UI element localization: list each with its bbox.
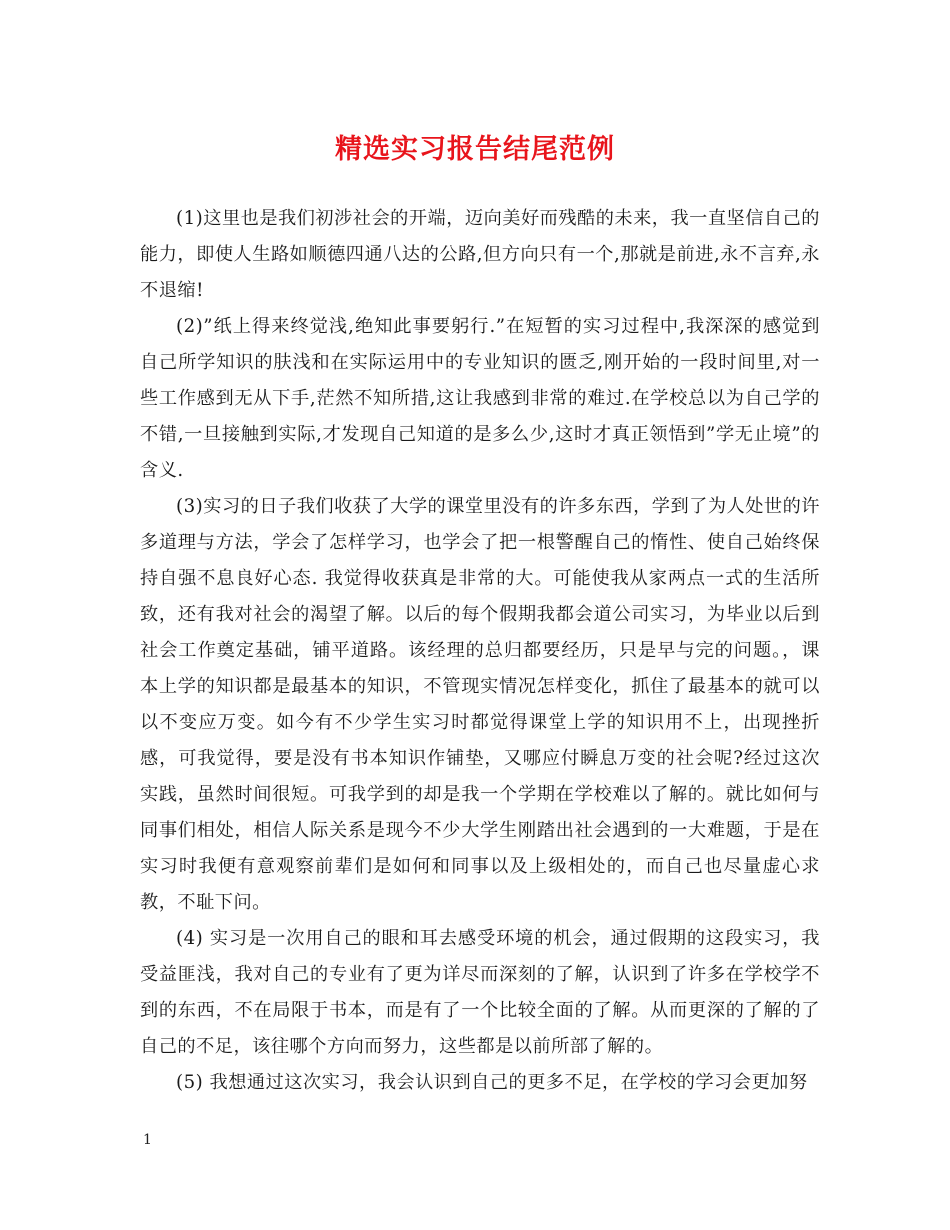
paragraph-1: (1)这里也是我们初涉社会的开端，迈向美好而残酷的未来，我一直坚信自己的能力，即使人生路如顺德四通八达的公路,但方向只有一个,那就是前进,永不言弃,永不退缩! <box>140 208 820 301</box>
document-title: 精选实习报告结尾范例 <box>335 134 615 165</box>
paragraph-3: (3)实习的日子我们收获了大学的课堂里没有的许多东西，学到了为人处世的许多道理与方法，学会了怎样学习，也学会了把一根警醒自己的惰性、使自己始终保持自强不息良好心态. 我觉得收获真是非常的大。可能使我从家两点一式的生活所致，还有我对社会的渴望了解。以后的每个假期我都会道公司实习，为毕业以后到社会工作奠定基础，铺平道路。该经理的总归都要经历，只是早与完的问题。，课本上学的知识都是最基本的知识，不管现实情况怎样变化，抓住了最基本的就可以以不变应万变。如今有不少学生实习时都觉得课堂上学的知识用不上，出现挫折感，可我觉得，要是没有书本知识作铺垫，又哪应付瞬息万变的社会呢?经过这次实践，虽然时间很短。可我学到的却是我一个学期在学校难以了解的。就比如何与同事们相处，相信人际关系是现今不少大学生刚踏出社会遇到的一大难题，于是在实习时我便有意观察前辈们是如何和同事以及上级相处的，而自己也尽量虚心求教，不耻下问。 <box>140 496 820 913</box>
document-body <box>140 201 820 1101</box>
paragraph-2: (2)”纸上得来终觉浅,绝知此事要躬行.”在短暂的实习过程中,我深深的感觉到自己所学知识的肤浅和在实际运用中的专业知识的匮乏,刚开始的一段时间里,对一些工作感到无从下手,茫然不知所措,这让我感到非常的难过.在学校总以为自己学的不错,一旦接触到实际,才发现自己知道的是多么少,这时才真正领悟到”学无止境”的含义. <box>140 316 820 481</box>
paragraph-4: (4) 实习是一次用自己的眼和耳去感受环境的机会，通过假期的这段实习，我受益匪浅，我对自己的专业有了更为详尽而深刻的了解，认识到了许多在学校学不到的东西，不在局限于书本，而是有了一个比较全面的了解。从而更深的了解的了自己的不足，该往哪个方向而努力，这些都是以前所部了解的。 <box>140 928 820 1057</box>
paragraph-5: (5) 我想通过这次实习，我会认识到自己的更多不足，在学校的学习会更加努 <box>176 1072 808 1093</box>
page-number: 1 <box>143 1132 152 1148</box>
